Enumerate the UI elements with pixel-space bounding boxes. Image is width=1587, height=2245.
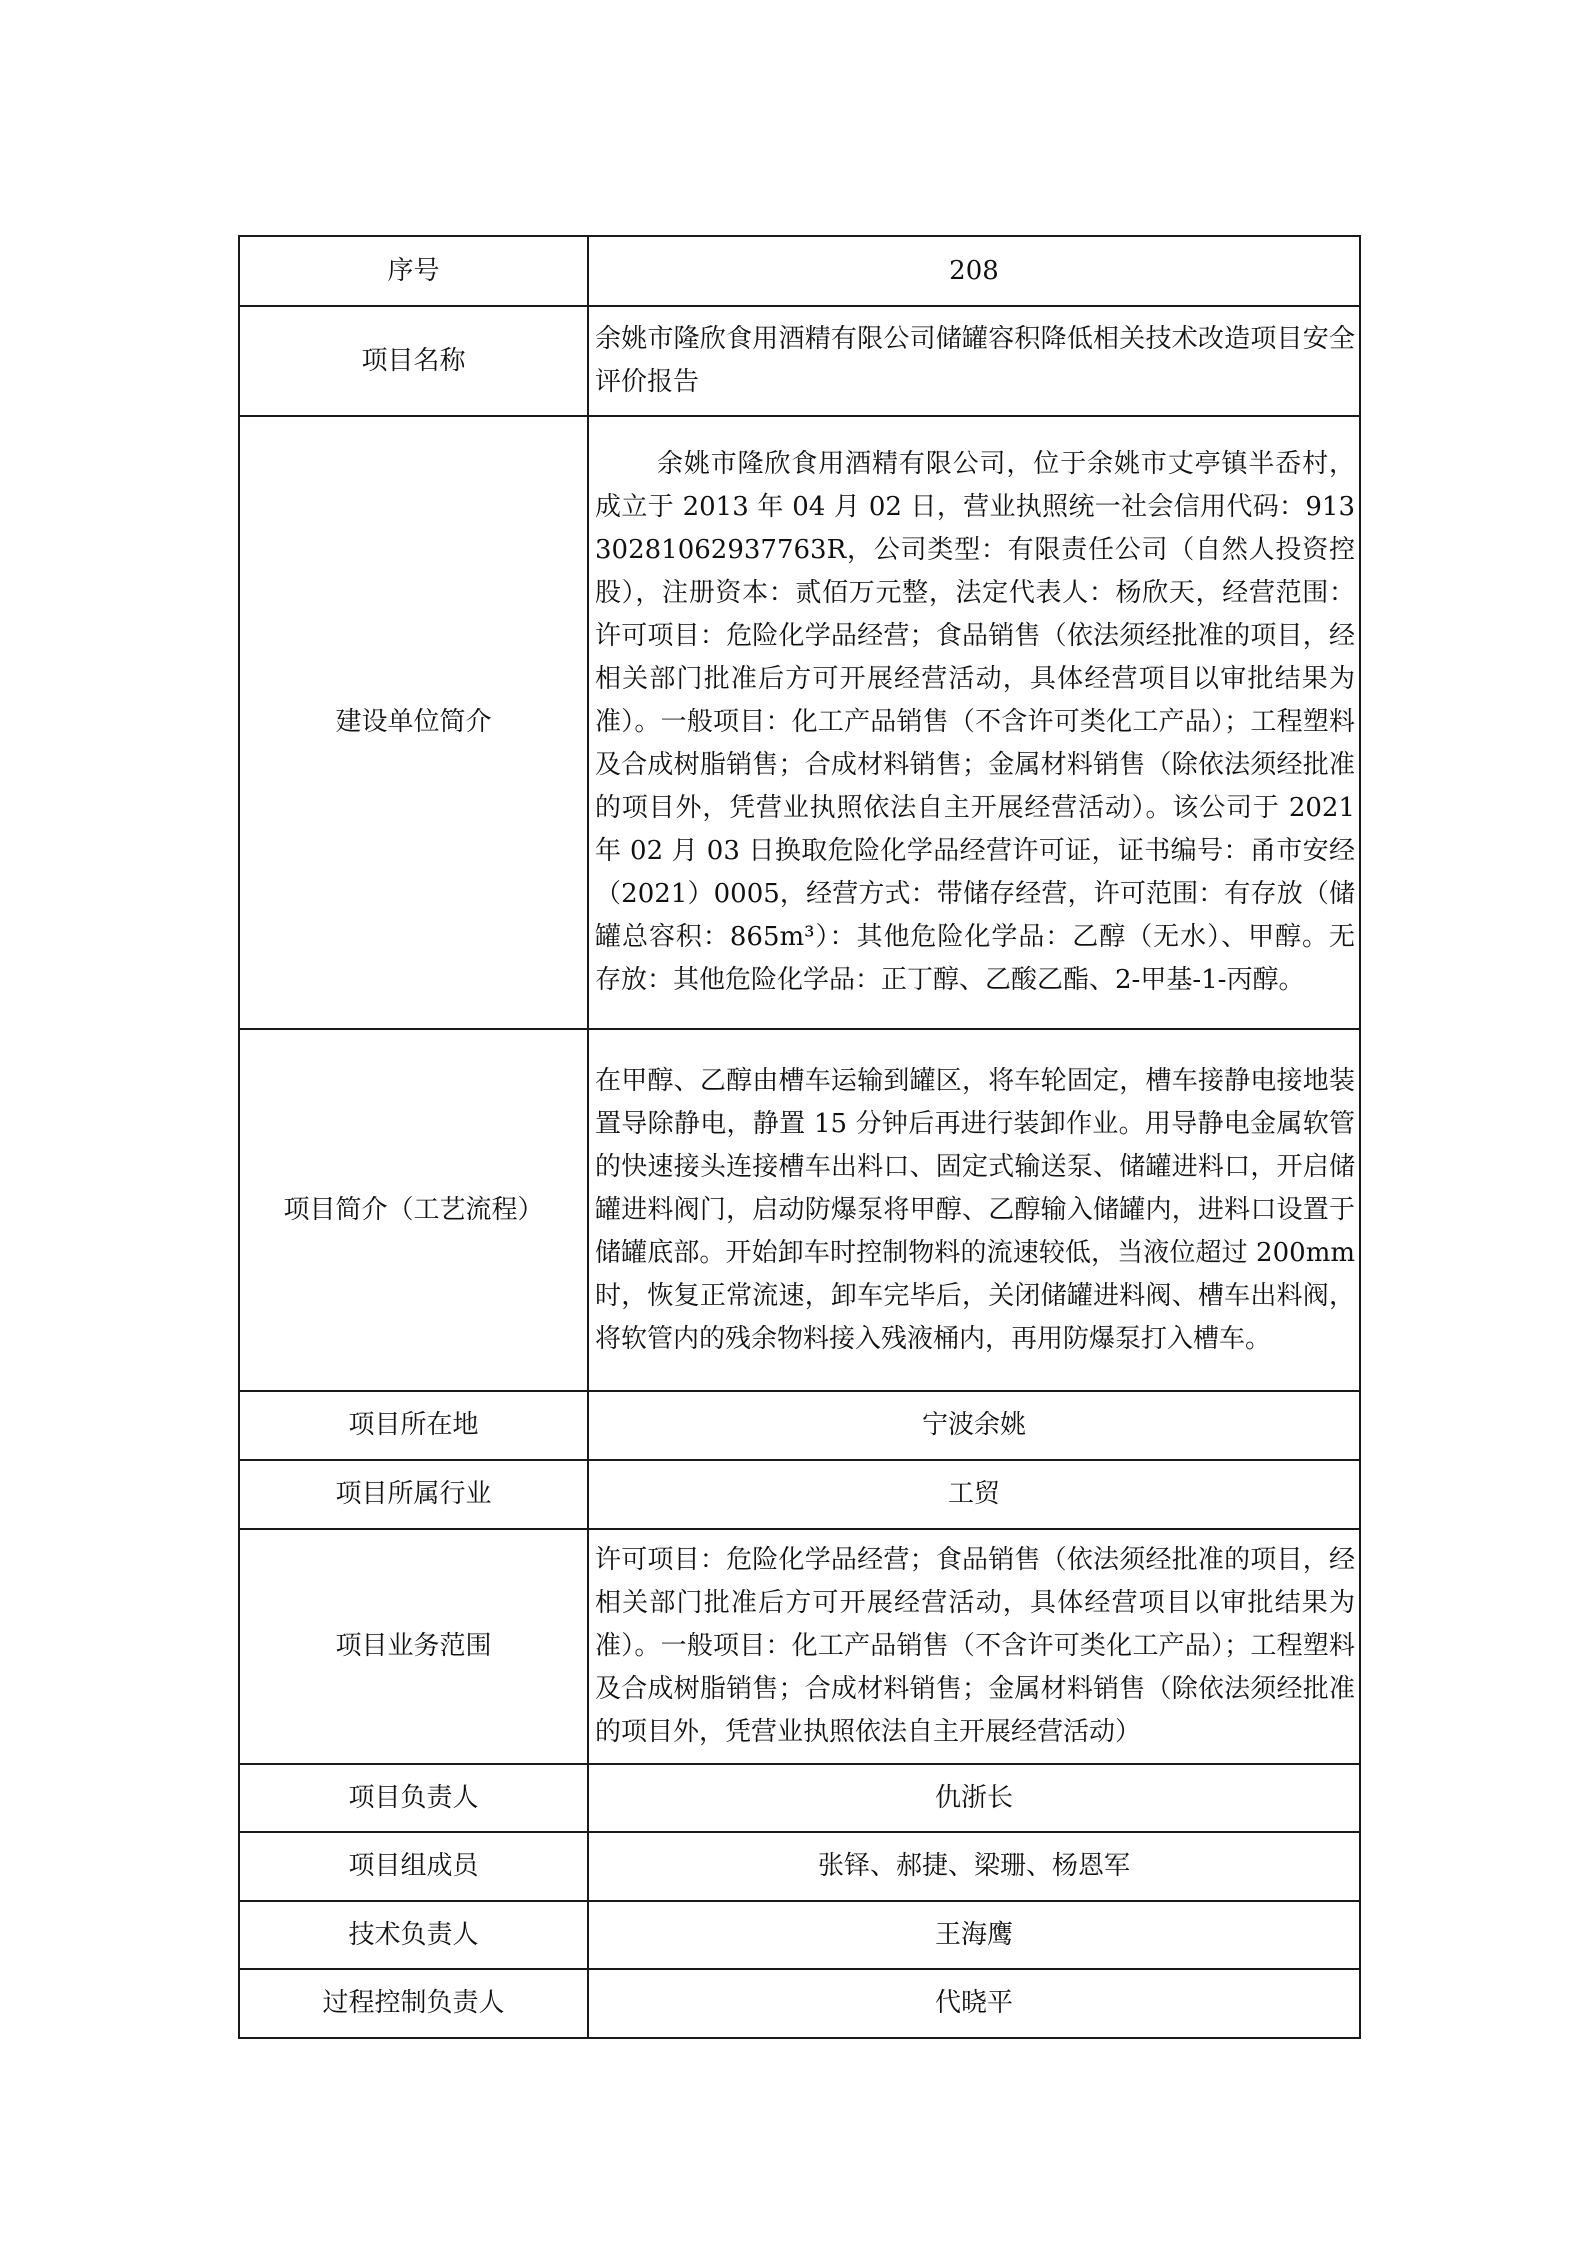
- table-row-process-control-leader: [239, 1969, 1360, 2038]
- project-info-table: [238, 235, 1361, 2039]
- table-row-industry: [239, 1460, 1360, 1529]
- process-intro-value: 在甲醇、乙醇由槽车运输到罐区，将车轮固定，槽车接静电接地装置导除静电，静置 15 分钟后再进行装卸作业。用导静电金属软管的快速接头连接槽车出料口、固定式输送泵、储罐进料口，开启储罐进料阀门，启动防爆泵将甲醇、乙醇输入储罐内，进料口设置于储罐底部。开始卸车时控制物料的流速较低，当液位超过 200mm 时，恢复正常流速，卸车完毕后，关闭储罐进料阀、槽车出料阀，将软管内的残余物料接入残液桶内，再用防爆泵打入槽车。: [588, 1029, 1360, 1391]
- table-row-business-scope: [239, 1529, 1360, 1764]
- business-scope-value: 许可项目：危险化学品经营；食品销售（依法须经批准的项目，经相关部门批准后方可开展经营活动，具体经营项目以审批结果为准）。一般项目：化工产品销售（不含许可类化工产品）；工程塑料及合成树脂销售；合成材料销售；金属材料销售（除依法须经批准的项目外，凭营业执照依法自主开展经营活动）: [588, 1529, 1360, 1764]
- process-intro-label: 项目简介（工艺流程）: [239, 1029, 588, 1391]
- project-leader-value: 仇浙长: [588, 1764, 1360, 1832]
- table-row-location: [239, 1391, 1360, 1460]
- project-name-value: 余姚市隆欣食用酒精有限公司储罐容积降低相关技术改造项目安全评价报告: [588, 306, 1360, 416]
- technical-leader-label: 技术负责人: [239, 1901, 588, 1969]
- business-scope-label: 项目业务范围: [239, 1529, 588, 1764]
- table-row-process-intro: [239, 1029, 1360, 1391]
- process-control-leader-label: 过程控制负责人: [239, 1969, 588, 2038]
- table-row-company-intro: [239, 416, 1360, 1029]
- team-members-value: 张铎、郝捷、梁珊、杨恩军: [588, 1832, 1360, 1901]
- technical-leader-value: 王海鹰: [588, 1901, 1360, 1969]
- table-row-team-members: [239, 1832, 1360, 1901]
- industry-value: 工贸: [588, 1460, 1360, 1529]
- industry-label: 项目所属行业: [239, 1460, 588, 1529]
- company-intro-cell: [588, 416, 1360, 1029]
- serial-value: 208: [588, 236, 1360, 306]
- team-members-label: 项目组成员: [239, 1832, 588, 1901]
- company-intro-value: 余姚市隆欣食用酒精有限公司，位于余姚市丈亭镇半岙村，成立于 2013 年 04 月 02 日，营业执照统一社会信用代码：91330281062937763R，公司类型：有限责任公司（自然人投资控股），注册资本：贰佰万元整，法定代表人：杨欣天，经营范围：许可项目：危险化学品经营；食品销售（依法须经批准的项目，经相关部门批准后方可开展经营活动，具体经营项目以审批结果为准）。一般项目：化工产品销售（不含许可类化工产品）；工程塑料及合成树脂销售；合成材料销售；金属材料销售（除依法须经批准的项目外，凭营业执照依法自主开展经营活动）。该公司于 2021 年 02 月 03 日换取危险化学品经营许可证，证书编号：甬市安经（2021）0005，经营方式：带储存经营，许可范围：有存放（储罐总容积：865m³）：其他危险化学品：乙醇（无水）、甲醇。无存放：其他危险化学品：正丁醇、乙酸乙酯、2-甲基-1-丙醇。: [595, 449, 1355, 995]
- process-control-leader-value: 代晓平: [588, 1969, 1360, 2038]
- project-leader-label: 项目负责人: [239, 1764, 588, 1832]
- location-value: 宁波余姚: [588, 1391, 1360, 1460]
- table-row-project-leader: [239, 1764, 1360, 1832]
- serial-label: 序号: [239, 236, 588, 306]
- company-intro-label: 建设单位简介: [239, 416, 588, 1029]
- project-name-label: 项目名称: [239, 306, 588, 416]
- table-row-serial: [239, 236, 1360, 306]
- location-label: 项目所在地: [239, 1391, 588, 1460]
- table-row-technical-leader: [239, 1901, 1360, 1969]
- table-row-project-name: [239, 306, 1360, 416]
